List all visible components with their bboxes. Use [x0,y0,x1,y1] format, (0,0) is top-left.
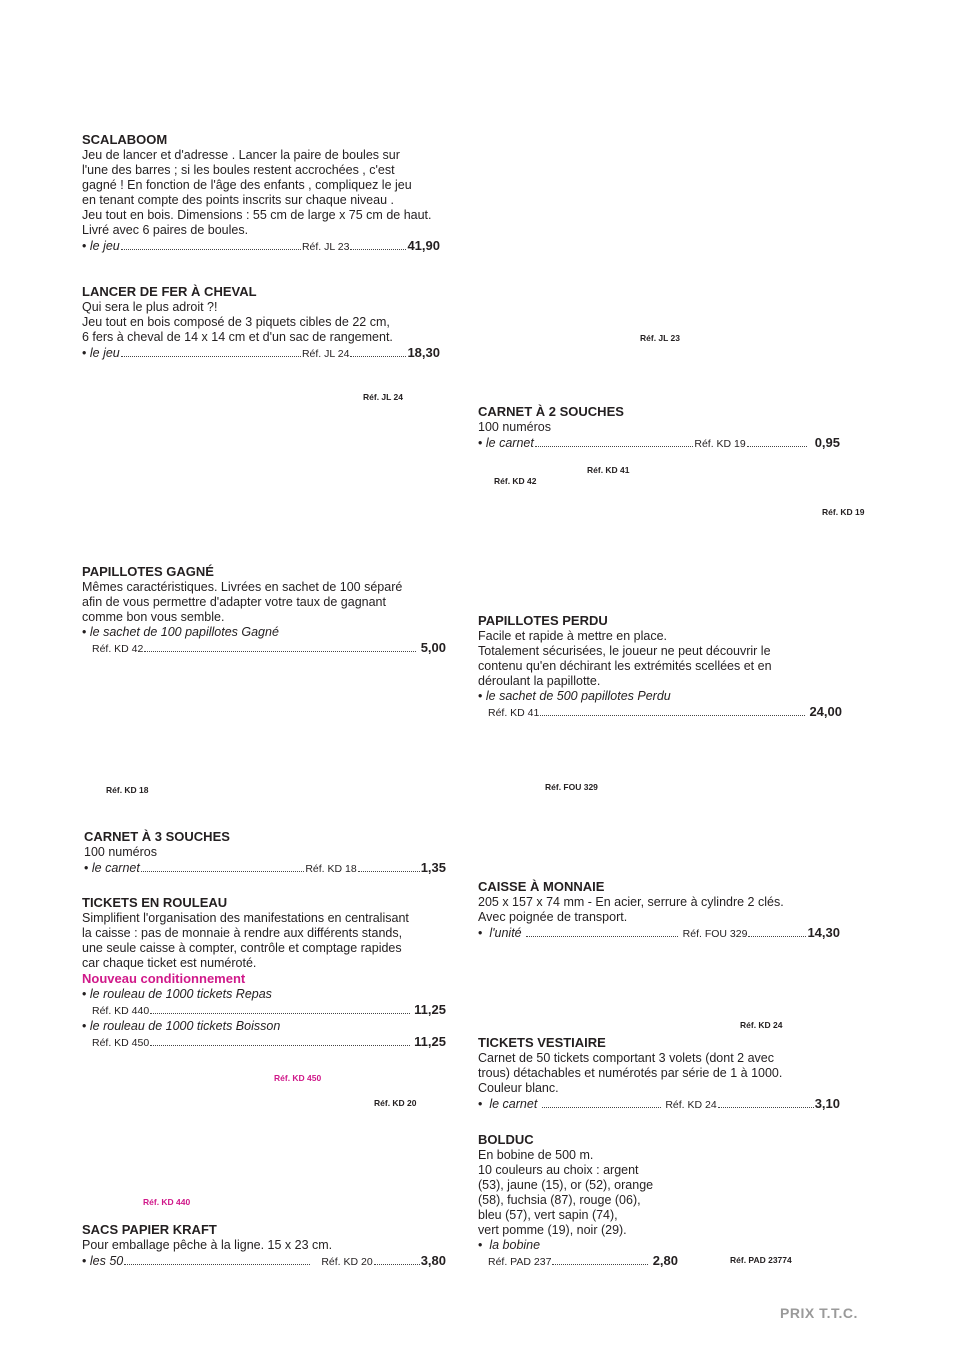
bullet: • [82,346,87,360]
item-ref: Réf. KD 24 [665,1099,717,1111]
product-description: 205 x 157 x 74 mm - En acier, serrure à cylindre 2 clés. Avec poignée de transport. [478,895,784,924]
item-price: 3,10 [814,1096,840,1111]
price-line [84,860,446,877]
bullet: • [82,1254,87,1268]
dot-leader [718,1107,814,1108]
item-price: 24,00 [809,704,842,719]
item-label: le rouleau de 1000 tickets Repas [89,987,272,1001]
item-label: le carnet [91,861,140,875]
product-bolduc [478,1132,678,1270]
item-ref: Réf. KD 440 [92,1005,150,1017]
price-footer-label: PRIX T.T.C. [780,1305,858,1321]
product-title: TICKETS VESTIAIRE [478,1035,606,1050]
dot-leader [124,1264,310,1265]
item-price: 2,80 [652,1253,678,1268]
item-line [478,689,842,704]
price-line [82,345,440,362]
product-title: CAISSE À MONNAIE [478,879,605,894]
item-price: 11,25 [414,1034,446,1049]
item-label: le sachet de 500 papillotes Perdu [485,689,671,703]
dot-leader [121,356,301,357]
product-title: CARNET À 3 SOUCHES [84,829,230,844]
product-tickets-rouleau [82,895,446,1051]
product-sacs-kraft [82,1222,446,1270]
dot-leader [121,249,301,250]
item-price: 3,80 [420,1253,446,1268]
item-label: le rouleau de 1000 tickets Boisson [89,1019,281,1033]
bullet: • [478,1238,483,1252]
item-ref: Réf. KD 450 [92,1037,150,1049]
bullet: • [84,861,89,875]
item-ref: Réf. JL 24 [301,348,350,360]
dot-leader [552,1264,648,1265]
product-description: En bobine de 500 m. 10 couleurs au choix : argent (53), jaune (15), or (52), orange (58), fuchsia (87), rouge (06), bleu (57), vert sapin (74), vert pomme (19), noir (29). [478,1148,654,1237]
item-line [82,1019,446,1034]
product-title: LANCER DE FER À CHEVAL [82,284,257,299]
dot-leader [374,1264,420,1265]
dot-leader [526,936,678,937]
item-label: le carnet [489,1097,538,1111]
product-title: CARNET À 2 SOUCHES [478,404,624,419]
item-label: le jeu [89,346,120,360]
item-price: 1,35 [420,860,446,875]
item-price: 11,25 [414,1002,446,1017]
dot-leader [542,1107,661,1108]
product-description: 100 numéros [84,845,157,859]
dot-leader [540,715,805,716]
bullet: • [82,625,87,639]
product-caisse-monnaie [478,879,840,942]
image-caption-kd440: Réf. KD 440 [143,1197,191,1207]
item-ref: Réf. KD 18 [305,863,357,875]
price-line [478,1253,678,1270]
item-ref: Réf. PAD 237 [488,1256,552,1268]
bullet: • [478,926,483,940]
dot-leader [150,1045,409,1046]
item-ref: Réf. KD 41 [488,707,540,719]
dot-leader [747,446,807,447]
image-caption-kd450: Réf. KD 450 [274,1073,322,1083]
price-line [478,704,842,721]
price-line [82,640,446,657]
product-description: Facile et rapide à mettre en place. Totalement sécurisées, le joueur ne peut découvrir le contenu qu'en déchirant les extrémités scellées et en déroulant la papillotte. [478,629,772,688]
product-title: SCALABOOM [82,132,168,147]
product-description: Qui sera le plus adroit ?! Jeu tout en bois composé de 3 piquets cibles de 22 cm, 6 fers à cheval de 14 x 14 cm et d'un sac de rangement. [82,300,393,344]
product-title: PAPILLOTES PERDU [478,613,608,628]
product-title: TICKETS EN ROULEAU [82,895,228,910]
product-papillotes-gagne [82,564,446,657]
item-label: le jeu [89,239,120,253]
image-caption-kd41: Réf. KD 41 [587,465,630,475]
dot-leader [350,249,406,250]
bullet: • [82,1019,87,1033]
bullet: • [478,689,483,703]
item-ref: Réf. JL 23 [301,241,350,253]
price-line [82,1002,446,1019]
product-title: SACS PAPIER KRAFT [82,1222,217,1237]
item-price: 5,00 [420,640,446,655]
product-description: Pour emballage pêche à la ligne. 15 x 23 cm. [82,1238,333,1252]
product-title: PAPILLOTES GAGNÉ [82,564,214,579]
dot-leader [358,871,420,872]
item-label: le carnet [485,436,534,450]
new-packaging-label: Nouveau conditionnement [82,971,246,986]
image-caption-kd18: Réf. KD 18 [106,785,149,795]
dot-leader [350,356,406,357]
item-label: le sachet de 100 papillotes Gagné [89,625,279,639]
image-caption-kd20: Réf. KD 20 [374,1098,417,1108]
image-caption-kd42: Réf. KD 42 [494,476,537,486]
item-line [82,987,446,1002]
bullet: • [478,1097,483,1111]
image-caption-kd24: Réf. KD 24 [740,1020,783,1030]
image-caption-pad23774: Réf. PAD 23774 [730,1255,792,1265]
product-description: Simplifient l'organisation des manifestations en centralisant la caisse : pas de monnaie à rendre aux différents stands, une seule caisse à compter, contrôle et comptage rapides car chaque ticket est numéroté. [82,911,409,970]
bullet: • [82,239,87,253]
image-caption-jl24: Réf. JL 24 [363,392,404,402]
dot-leader [144,651,416,652]
product-description: Mêmes caractéristiques. Livrées en sachet de 100 séparé afin de vous permettre d'adapter votre taux de gagnant comme bon vous semble. [82,580,403,624]
image-caption-jl23: Réf. JL 23 [640,333,681,343]
item-ref: Réf. KD 42 [92,643,144,655]
item-price: 14,30 [807,925,840,940]
item-label: la bobine [489,1238,541,1252]
dot-leader [150,1013,409,1014]
product-title: BOLDUC [478,1132,534,1147]
item-line [478,1238,678,1253]
dot-leader [141,871,305,872]
price-line [478,435,840,452]
item-price: 18,30 [407,345,440,360]
product-papillotes-perdu [478,613,842,721]
image-caption-kd19: Réf. KD 19 [822,507,865,517]
product-carnet-3-souches [84,829,446,877]
product-description: Jeu de lancer et d'adresse . Lancer la paire de boules sur l'une des barres ; si les boules restent accrochées , c'est gagné ! En fonction de l'âge des enfants , compliquez le jeu en tenant compte des points inscrits sur chaque niveau . Jeu tout en bois. Dimensions : 55 cm de large x 75 cm de haut. Livré avec 6 paires de boules. [82,148,432,237]
item-label: les 50 [89,1254,124,1268]
product-lancer-fer [82,284,440,362]
price-line [82,1253,446,1270]
product-tickets-vestiaire [478,1035,840,1113]
item-ref: Réf. FOU 329 [682,928,748,940]
price-line [478,1096,840,1113]
item-ref: Réf. KD 20 [321,1256,373,1268]
image-caption-fou329: Réf. FOU 329 [545,782,598,792]
product-scalaboom [82,132,440,255]
item-label: l'unité [489,926,522,940]
item-line [82,625,446,640]
price-line [82,1034,446,1051]
product-description: Carnet de 50 tickets comportant 3 volets (dont 2 avec trous) détachables et numérotés par série de 1 à 1000. Couleur blanc. [478,1051,783,1095]
price-line [478,925,840,942]
dot-leader [535,446,694,447]
item-ref: Réf. KD 19 [694,438,746,450]
bullet: • [478,436,483,450]
price-line [82,238,440,255]
bullet: • [82,987,87,1001]
product-carnet-2-souches [478,404,840,452]
item-price: 41,90 [407,238,440,253]
product-description: 100 numéros [478,420,551,434]
item-price: 0,95 [814,435,840,450]
dot-leader [748,936,806,937]
